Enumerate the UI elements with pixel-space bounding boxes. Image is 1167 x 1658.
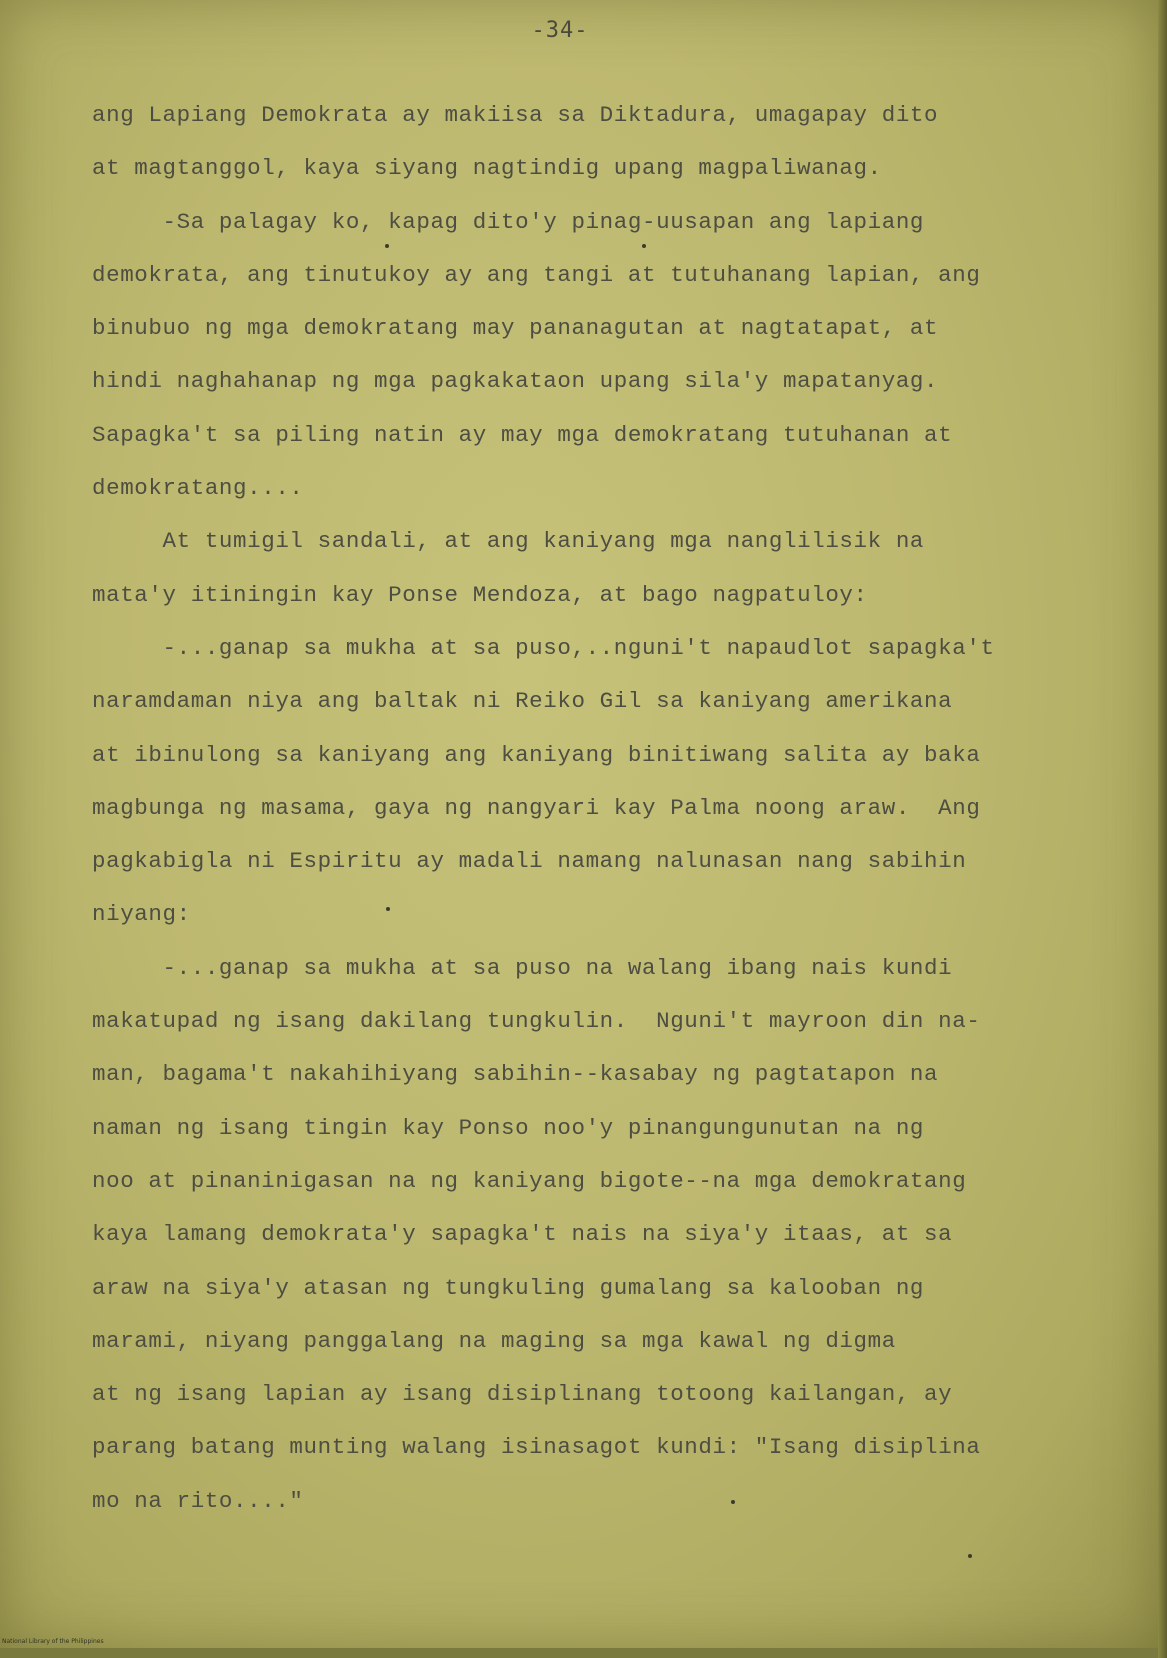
- text-line: pagkabigla ni Espiritu ay madali namang nalunasan nang sabihin: [92, 848, 967, 875]
- body-text: [92, 89, 1102, 1528]
- text-line: araw na siya'y atasan ng tungkuling gumalang sa kalooban ng: [92, 1274, 925, 1301]
- text-line: makatupad ng isang dakilang tungkulin. Nguni't mayroon din na-: [92, 1008, 981, 1035]
- text-line: at ng isang lapian ay isang disiplinang totoong kailangan, ay: [92, 1381, 953, 1408]
- text-line: binubuo ng mga demokratang may pananagutan at nagtatapat, at: [92, 315, 939, 342]
- paper-speck: [968, 1554, 972, 1558]
- text-line: noo at pinaninigasan na ng kaniyang bigote--na mga demokratang: [92, 1167, 967, 1194]
- text-line: demokrata, ang tinutukoy ay ang tangi at tutuhanang lapian, ang: [92, 261, 981, 288]
- paper-speck: [642, 244, 646, 248]
- paper-speck: [731, 1500, 735, 1504]
- text-line: mata'y itiningin kay Ponse Mendoza, at bago nagpatuloy:: [92, 581, 868, 608]
- text-line: -...ganap sa mukha at sa puso na walang ibang nais kundi: [92, 954, 953, 981]
- page-edge: [1158, 0, 1167, 1658]
- library-footer: National Library of the Philippines: [2, 1638, 104, 1645]
- text-line: -Sa palagay ko, kapag dito'y pinag-uusapan ang lapiang: [92, 208, 925, 235]
- text-line: ang Lapiang Demokrata ay makiisa sa Diktadura, umagapay dito: [92, 102, 939, 128]
- text-line: at magtanggol, kaya siyang nagtindig upang magpaliwanag.: [92, 155, 882, 182]
- text-line: demokratang....: [92, 475, 304, 502]
- text-line: niyang:: [92, 901, 191, 928]
- text-line: Sapagka't sa piling natin ay may mga demokratang tutuhanan at: [92, 421, 953, 448]
- text-line: mo na rito....": [92, 1487, 304, 1514]
- text-line: At tumigil sandali, at ang kaniyang mga nanglilisik na: [92, 528, 925, 555]
- paper-speck: [385, 244, 389, 248]
- text-line: marami, niyang panggalang na maging sa mga kawal ng digma: [92, 1327, 896, 1354]
- text-line: naramdaman niya ang baltak ni Reiko Gil sa kaniyang amerikana: [92, 688, 953, 715]
- text-line: parang batang munting walang isinasagot kundi: "Isang disiplina: [92, 1434, 981, 1461]
- text-line: kaya lamang demokrata'y sapagka't nais na siya'y itaas, at sa: [92, 1221, 953, 1248]
- paper-speck: [386, 907, 390, 911]
- text-line: at ibinulong sa kaniyang ang kaniyang binitiwang salita ay baka: [92, 741, 981, 768]
- text-line: man, bagama't nakahihiyang sabihin--kasabay ng pagtatapon na: [92, 1061, 939, 1088]
- text-line: -...ganap sa mukha at sa puso,..nguni't napaudlot sapagka't: [92, 634, 995, 661]
- text-line: naman ng isang tingin kay Ponso noo'y pinangungunutan na ng: [92, 1114, 925, 1141]
- text-line: hindi naghahanap ng mga pagkakataon upang sila'y mapatanyag.: [92, 368, 939, 395]
- page-number: -34-: [531, 18, 589, 43]
- text-line: magbunga ng masama, gaya ng nangyari kay Palma noong araw. Ang: [92, 794, 981, 821]
